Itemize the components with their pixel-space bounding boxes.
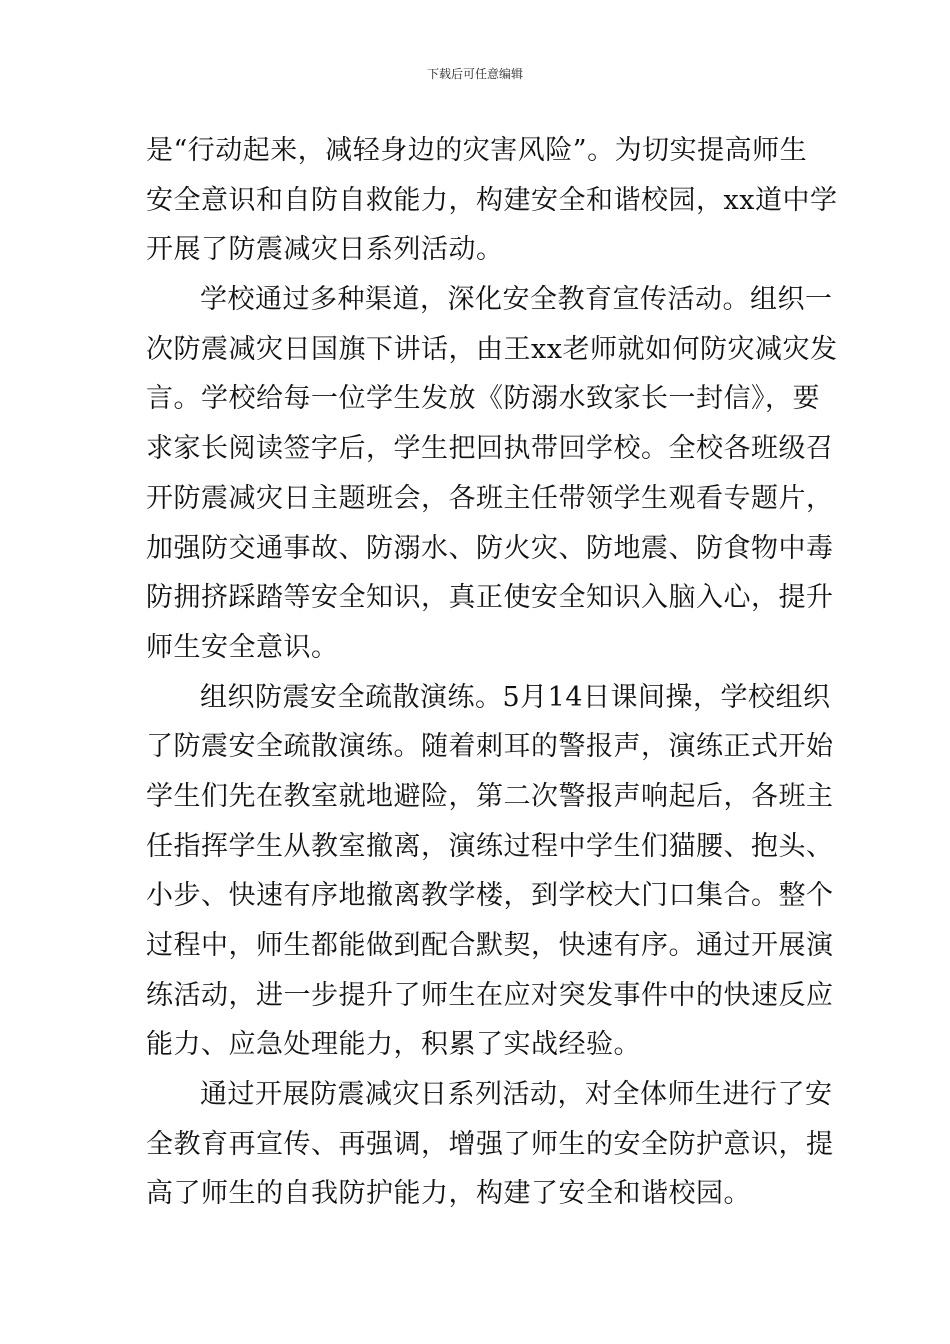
text-line: 练活动，进一步提升了师生在应对突发事件中的快速反应: [146, 979, 834, 1011]
text-line: 安全意识和自防自救能力，构建安全和谐校园，xx道中学: [146, 184, 838, 216]
paragraph: [146, 128, 838, 277]
text-line: 组织防震安全疏散演练。5月14日课间操，学校组织: [200, 681, 831, 713]
text-line: 开防震减灾日主题班会，各班主任带领学生观看专题片，: [146, 482, 834, 514]
text-line: 学生们先在教室就地避险，第二次警报声响起后，各班主: [146, 780, 834, 812]
page-header: 下载后可任意编辑: [426, 67, 523, 81]
document-body: [146, 128, 838, 1221]
text-line: 言。学校给每一位学生发放《防溺水致家长一封信》，要: [146, 383, 820, 415]
text-line: 防拥挤踩踏等安全知识，真正使安全知识入脑入心，提升: [146, 582, 834, 614]
paragraph: [146, 1072, 834, 1221]
text-line: 高了师生的自我防护能力，构建了安全和谐校园。: [146, 1178, 751, 1210]
text-line: 师生安全意识。: [146, 631, 339, 663]
text-line: 求家长阅读签字后，学生把回执带回学校。全校各班级召: [146, 433, 834, 465]
text-line: 能力、应急处理能力，积累了实战经验。: [146, 1029, 641, 1061]
text-line: 学校通过多种渠道，深化安全教育宣传活动。组织一: [200, 284, 833, 316]
text-line: 小步、快速有序地撤离教学楼，到学校大门口集合。整个: [146, 880, 834, 912]
paragraph: [146, 277, 838, 675]
text-line: 次防震减灾日国旗下讲话，由王xx老师就如何防灾减灾发: [146, 333, 838, 365]
text-line: 加强防交通事故、防溺水、防火灾、防地震、防食物中毒: [146, 532, 834, 564]
text-line: 了防震安全疏散演练。随着刺耳的警报声，演练正式开始: [146, 731, 834, 763]
paragraph: [146, 675, 834, 1073]
text-line: 过程中，师生都能做到配合默契，快速有序。通过开展演: [146, 930, 834, 961]
text-line: 是“行动起来，减轻身边的灾害风险”。为切实提高师生: [146, 135, 808, 166]
text-line: 开展了防震减灾日系列活动。: [146, 234, 504, 266]
text-line: 全教育再宣传、再强调，增强了师生的安全防护意识，提: [146, 1128, 834, 1160]
text-line: 通过开展防震减灾日系列活动，对全体师生进行了安: [200, 1079, 833, 1111]
text-line: 任指挥学生从教室撤离，演练过程中学生们猫腰、抱头、: [146, 830, 834, 862]
